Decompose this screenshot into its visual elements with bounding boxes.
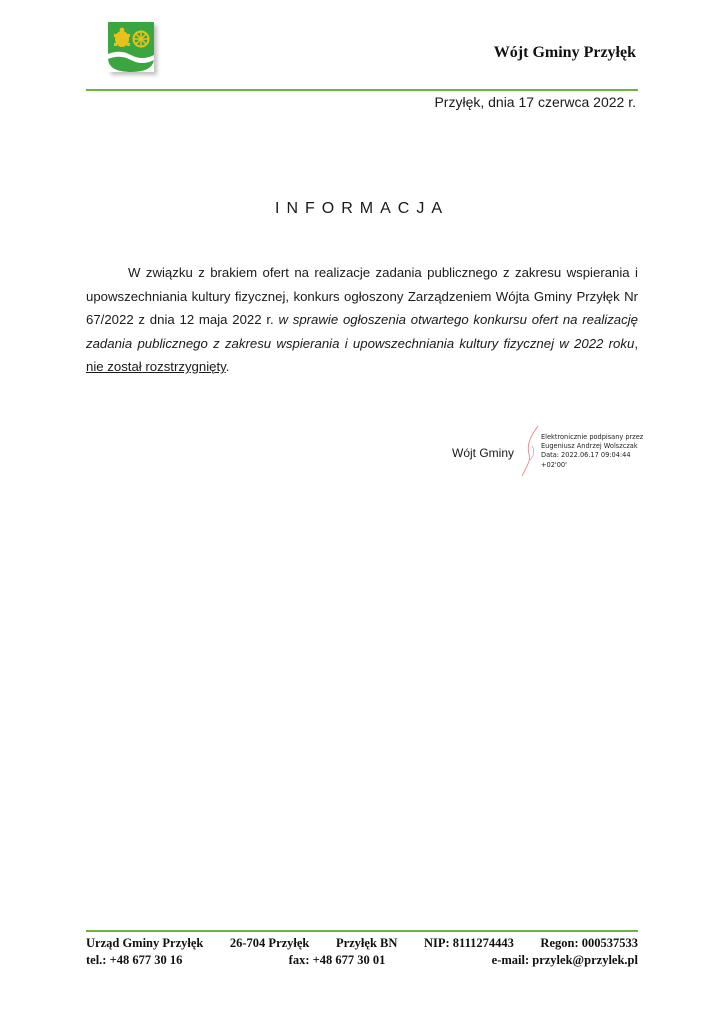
- footer-phone: tel.: +48 677 30 16: [86, 953, 183, 967]
- footer-fax: fax: +48 677 30 01: [288, 953, 386, 967]
- footer-row: [86, 936, 638, 951]
- body-text-italic: w sprawie ogłoszenia otwartego konkursu ofert na realizację zadania publicznego z zakresu wspierania i upowszechniania kultury fizycznej w 2022 roku: [86, 312, 638, 351]
- body-text-underlined: nie został rozstrzygnięty: [86, 359, 226, 374]
- signature-line: Eugeniusz Andrzej Wolszczak: [541, 442, 638, 451]
- document-title: INFORMACJA: [275, 200, 449, 217]
- signature-line: Data: 2022.06.17 09:04:44: [541, 451, 631, 460]
- footer-postal-code: 26-704 Przyłęk: [229, 936, 310, 950]
- signature-label: Wójt Gminy: [452, 446, 515, 460]
- footer-row: [86, 953, 638, 968]
- body-text-part: W związku z brakiem ofert na realizacje zadania publicznego z zakresu wspierania i upowszechniania kultury fizycznej, konkurs ogłoszony Zarządzeniem Wójta Gminy Przyłęk Nr 67/2022 z dnia 12 maja 2022 r.: [86, 265, 638, 327]
- date-line: Przyłęk, dnia 17 czerwca 2022 r.: [434, 94, 636, 110]
- footer-nip: NIP: 8111274443: [423, 936, 514, 950]
- body-paragraph: [86, 261, 638, 379]
- signature-line: Elektronicznie podpisany przez: [541, 433, 644, 441]
- footer-divider: [86, 930, 638, 932]
- header-title: Wójt Gminy Przyłęk: [493, 44, 636, 61]
- municipality-crest-logo: [108, 22, 154, 72]
- footer-bank: Przyłęk BN: [335, 936, 398, 950]
- body-text-part: .: [225, 359, 230, 374]
- header-divider: [86, 89, 638, 91]
- footer-regon: Regon: 000537533: [540, 936, 638, 950]
- digital-signature-block: [541, 433, 643, 470]
- signature-scribble-icon: [520, 424, 542, 480]
- body-text-part: ,: [634, 335, 638, 351]
- signature-line: +02'00': [541, 460, 567, 469]
- footer-email: e-mail: przylek@przylek.pl: [491, 953, 638, 967]
- footer-office-name: Urząd Gminy Przyłęk: [86, 936, 204, 950]
